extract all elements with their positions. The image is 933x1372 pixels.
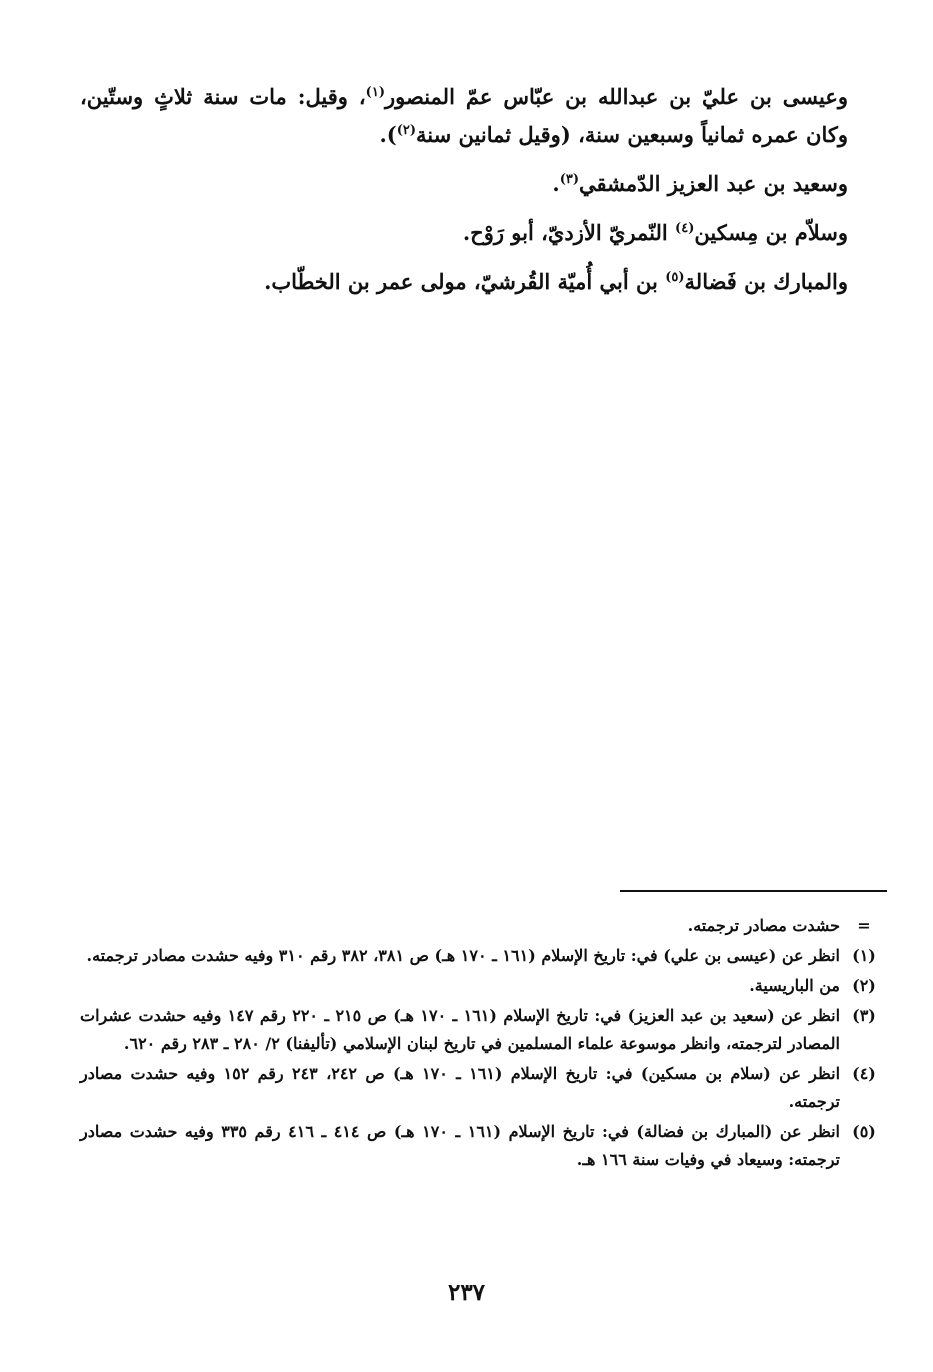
footnote-3 bbox=[80, 1002, 888, 1058]
footnote-4 bbox=[80, 1060, 888, 1116]
footnote-ref-5[interactable]: (٥) bbox=[665, 270, 685, 285]
paragraph-text: وعيسى بن عليّ بن عبدالله بن عبّاس عمّ المنصور bbox=[385, 84, 848, 109]
footnote-continued bbox=[80, 912, 888, 940]
footnote-1 bbox=[80, 942, 888, 970]
footnote-ref-1[interactable]: (١) bbox=[365, 85, 385, 100]
footnote-text: انظر عن (المبارك بن فضالة) في: تاريخ الإسلام (١٦١ ـ ١٧٠ هـ) ص ٤١٤ ـ ٤١٦ رقم ٣٣٥ وفيه حشدت مصادر ترجمته: وسيعاد في وفيات سنة ١٦٦ هـ. bbox=[80, 1122, 840, 1169]
paragraph-text: وسعيد بن عبد العزيز الدّمشقي bbox=[579, 171, 848, 196]
paragraph-text: بن أبي أُميّة القُرشيّ، مولى عمر بن الخطّاب. bbox=[264, 269, 666, 294]
footnote-ref-4[interactable]: (٤) bbox=[675, 221, 695, 236]
paragraph-text: والمبارك بن فَضالة bbox=[684, 269, 848, 294]
footnote-text: انظر عن (سعيد بن عبد العزيز) في: تاريخ الإسلام (١٦١ ـ ١٧٠ هـ) ص ٢١٥ ـ ٢٢٠ رقم ١٤٧ وفيه حشدت عشرات المصادر لترجمته، وانظر موسوعة علماء المسلمين في تاريخ لبنان الإسلامي (تأليفنا) ٢/ ٢٨٠ ـ ٢٨٣ رقم ٦٢٠. bbox=[80, 1006, 841, 1053]
paragraph-sallam-bin-miskin bbox=[80, 214, 848, 252]
paragraph-text: . bbox=[552, 171, 560, 196]
footnotes bbox=[80, 912, 888, 1176]
footnote-number: (٢) bbox=[852, 976, 876, 995]
paragraph-said-bin-abdulaziz bbox=[80, 165, 848, 203]
footnote-text: حشدت مصادر ترجمته. bbox=[687, 916, 840, 935]
paragraph-isa-bin-ali bbox=[80, 78, 848, 154]
footnote-text: من الباريسية. bbox=[749, 976, 840, 995]
paragraph-mubarak-bin-fadala bbox=[80, 263, 848, 301]
footnote-text: انظر عن (سلام بن مسكين) في: تاريخ الإسلام (١٦١ ـ ١٧٠ هـ) ص ٢٤٢، ٢٤٣ رقم ١٥٢ وفيه حشدت مصادر ترجمته. bbox=[80, 1064, 841, 1111]
footnote-separator bbox=[620, 890, 887, 892]
footnote-number: (٣) bbox=[852, 1006, 876, 1025]
paragraph-text: ). bbox=[379, 122, 397, 147]
paragraph-text: النّمريّ الأزديّ، أبو رَوْح. bbox=[462, 220, 676, 245]
footnote-number: = bbox=[857, 916, 871, 935]
footnote-text: انظر عن (عيسى بن علي) في: تاريخ الإسلام (١٦١ ـ ١٧٠ هـ) ص ٣٨١، ٣٨٢ رقم ٣١٠ وفيه حشدت مصادر ترجمته. bbox=[86, 946, 840, 965]
paragraph-text: وسلاّم بن مِسكين bbox=[694, 220, 848, 245]
footnote-number: (١) bbox=[852, 946, 876, 965]
footnote-ref-3[interactable]: (٣) bbox=[559, 172, 580, 187]
paragraph-text: ، وقيل: مات سنة ثلاثٍ وستّين، وكان عمره ثمانياً وسبعين سنة، (وقيل ثمانين سنة bbox=[80, 84, 848, 147]
footnote-2 bbox=[80, 972, 888, 1000]
footnote-number: (٥) bbox=[852, 1122, 876, 1141]
main-text bbox=[80, 78, 848, 301]
footnote-5 bbox=[80, 1118, 888, 1174]
page-number: ٢٣٧ bbox=[447, 1279, 486, 1306]
footnote-ref-2[interactable]: (٢) bbox=[396, 123, 417, 138]
footnote-number: (٤) bbox=[852, 1064, 876, 1083]
